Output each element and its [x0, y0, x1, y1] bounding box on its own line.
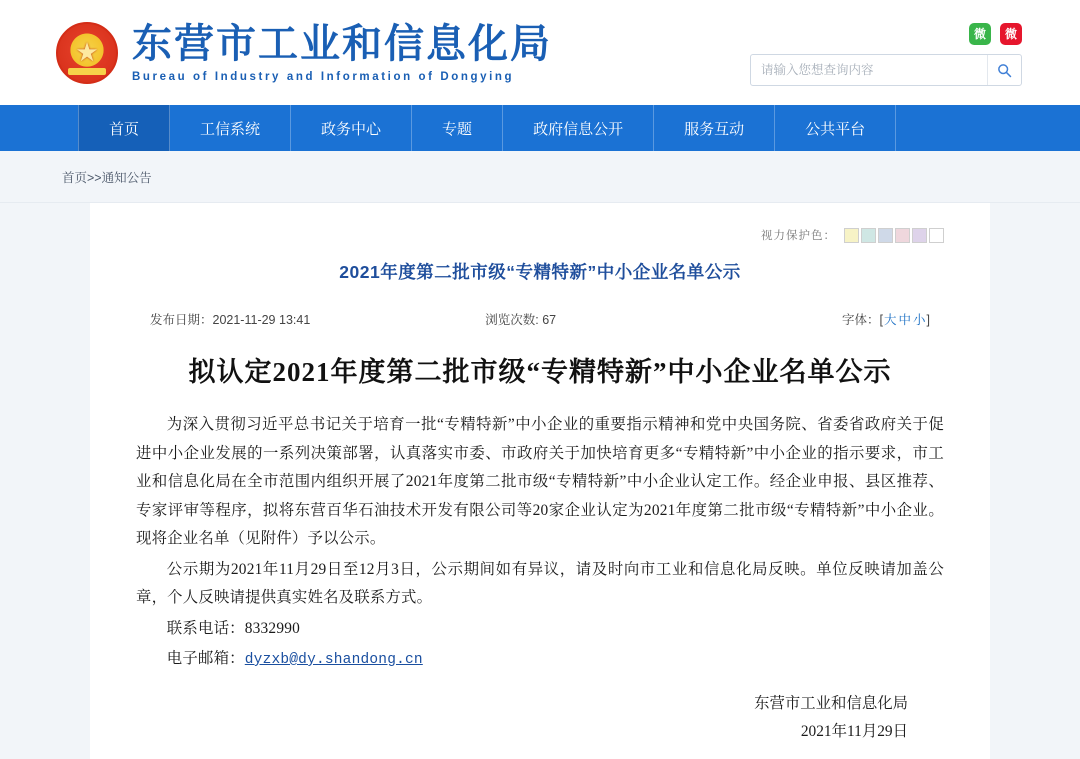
article-signature — [136, 690, 944, 745]
social-links — [969, 23, 1022, 45]
signature-date: 2021年11月29日 — [800, 722, 908, 740]
font-size-close: ] — [926, 313, 930, 327]
font-size-large[interactable]: 大 — [883, 313, 897, 327]
article-paragraph-1: 为深入贯彻习近平总书记关于培育一批“专精特新”中小企业的重要指示精神和党中央国务院、省委省政府关于促进中小企业发展的一系列决策部署，认真落实市委、市政府关于加快培育更多“专精特新”中小企业的指示要求，市工业和信息化局在全市范围内组织开展了2021年度第二批市级“专精特新”中小企业认定工作。经企业申报、县区推荐、专家评审等程序，拟将东营百华石油技术开发有限公司等20家企业认定为2021年度第二批市级“专精特新”中小企业。现将企业名单（见附件）予以公示。 — [136, 416, 944, 547]
wechat-icon[interactable]: 微 — [969, 23, 991, 45]
main-nav — [0, 105, 1080, 151]
contact-phone: 联系电话：8332990 — [166, 619, 301, 637]
email-link[interactable]: dyzxb@dy.shandong.cn — [244, 652, 423, 668]
nav-item-home[interactable]: 首页 — [78, 105, 170, 151]
header-right — [750, 19, 1022, 86]
breadcrumb-bar — [0, 151, 1080, 203]
eye-care-swatch-5[interactable] — [912, 228, 927, 243]
site-title-en: Bureau of Industry and Information of Dongying — [132, 70, 515, 83]
site-header — [0, 0, 1080, 105]
eye-care-swatch-4[interactable] — [895, 228, 910, 243]
email-label: 电子邮箱： — [166, 650, 245, 667]
nav-item-government-disclosure[interactable]: 政府信息公开 — [503, 105, 654, 151]
view-count: 浏览次数: 67 — [485, 313, 557, 327]
signature-org: 东营市工业和信息化局 — [754, 694, 908, 712]
content-area — [0, 203, 1080, 759]
article-meta — [136, 310, 944, 328]
site-title-cn: 东营市工业和信息化局 — [132, 21, 552, 67]
nav-item-service-interaction[interactable]: 服务互动 — [654, 105, 775, 151]
article-body — [136, 350, 944, 745]
weibo-icon[interactable]: 微 — [1000, 23, 1022, 45]
eye-care-swatch-2[interactable] — [861, 228, 876, 243]
nav-item-topics[interactable]: 专题 — [412, 105, 503, 151]
font-size-label: 字体：[ — [841, 313, 883, 327]
eye-care-swatch-3[interactable] — [878, 228, 893, 243]
breadcrumb[interactable]: 首页>>通知公告 — [62, 170, 152, 185]
eye-care-colors — [136, 227, 944, 243]
eye-care-swatch-6[interactable] — [929, 228, 944, 243]
site-title-block — [132, 22, 552, 83]
nav-item-government-center[interactable]: 政务中心 — [291, 105, 412, 151]
article-card — [90, 203, 990, 759]
font-size-medium[interactable]: 中 — [898, 313, 911, 327]
search-input[interactable] — [751, 55, 987, 85]
site-logo[interactable] — [56, 22, 552, 84]
national-emblem-icon — [56, 22, 118, 84]
publish-date: 发布日期：2021-11-29 13:41 — [150, 313, 311, 327]
eye-care-swatch-1[interactable] — [844, 228, 859, 243]
nav-item-public-platform[interactable]: 公共平台 — [775, 105, 896, 151]
contact-email-line — [136, 645, 944, 674]
font-size-control — [842, 310, 930, 328]
font-size-small[interactable]: 小 — [913, 313, 926, 327]
eye-care-label: 视力保护色： — [761, 230, 836, 242]
search-box — [750, 54, 1022, 86]
article-title: 拟认定2021年度第二批市级“专精特新”中小企业名单公示 — [188, 357, 892, 387]
page-title: 2021年度第二批市级“专精特新”中小企业名单公示 — [339, 262, 741, 282]
nav-item-industry-system[interactable]: 工信系统 — [170, 105, 291, 151]
search-icon[interactable] — [987, 55, 1021, 85]
article-paragraph-2: 公示期为2021年11月29日至12月3日，公示期间如有异议，请及时向市工业和信息化局反映。单位反映请加盖公章，个人反映请提供真实姓名及联系方式。 — [136, 560, 944, 606]
